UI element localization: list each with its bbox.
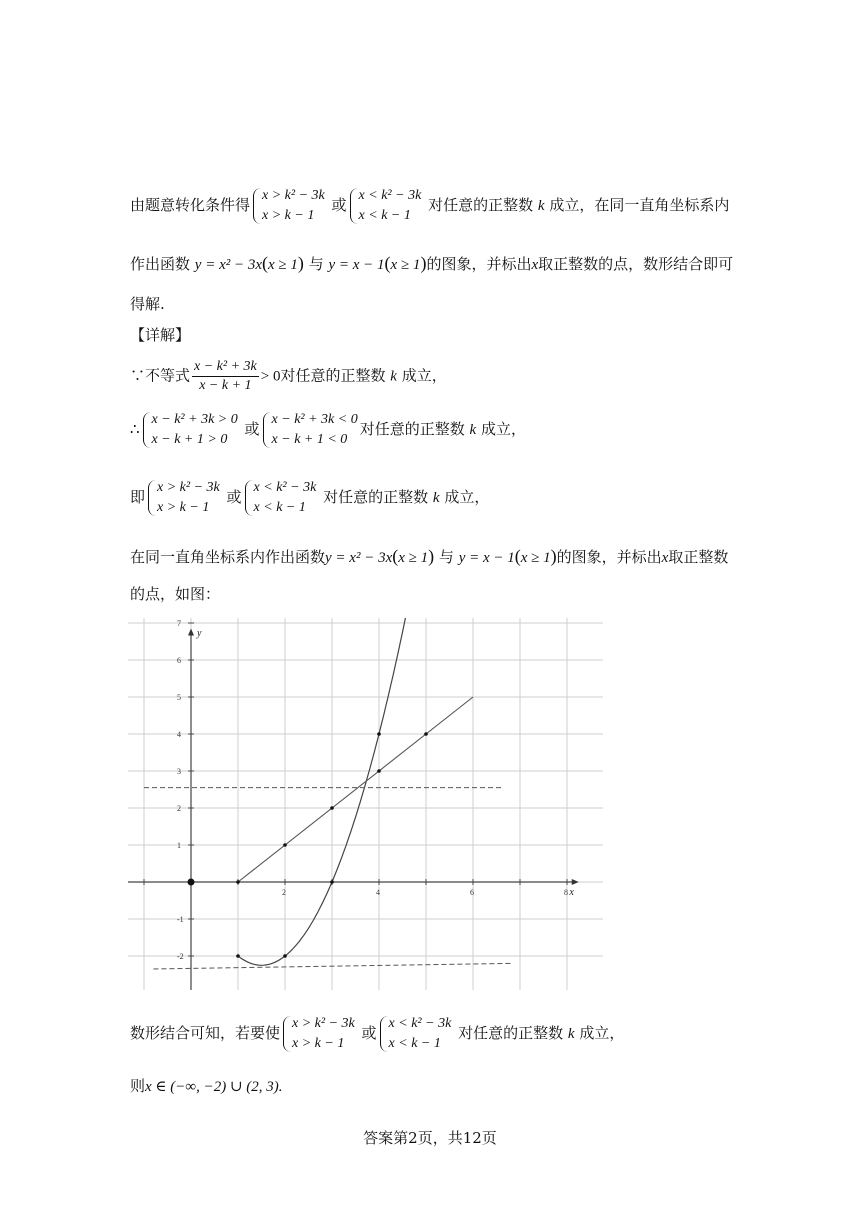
x-axis-arrow [572,879,579,885]
integer-point [377,732,381,736]
inequality-system: x − k² + 3k > 0 x − k + 1 > 0 [142,410,238,450]
integer-point [283,843,287,847]
y-tick-label: -2 [177,952,184,961]
text-line-1 [130,186,729,226]
x-tick-label: 4 [376,888,380,897]
math-var: k [537,198,545,214]
inequality-system: x < k² − 3k x < k − 1 [349,186,422,226]
inequality-system: x > k² − 3k x > k − 1 [252,186,325,226]
integer-point [330,806,334,810]
text-segment: 对任意的正整数 [428,196,534,214]
inequality-system: x > k² − 3k x > k − 1 [147,478,220,518]
text-line-6: ∴ x − k² + 3k > 0 x − k + 1 > 0 或 x − k² + 3k < 0 x − k + 1 < 0 对任意的正整数 k 成立， [130,410,526,450]
y-tick-label: 3 [177,767,181,776]
y-tick-label: 4 [177,730,181,739]
function-expression: y = x² − 3x [194,257,263,273]
linear-function-line [238,697,473,882]
text-line-2: 作出函数 y = x² − 3x(x ≥ 1) 与 y = x − 1(x ≥ 1)的图象，并标出x取正整数的点，数形结合即可 [130,253,734,273]
inequality-system: x < k² − 3k x < k − 1 [379,1014,452,1054]
x-axis-label: x [569,887,574,898]
y-tick-label: 2 [177,804,181,813]
x-tick-label: 2 [282,888,286,897]
inequality-system: x > k² − 3k x > k − 1 [282,1014,355,1054]
y-tick-label: 1 [177,841,181,850]
function-expression: y = x − 1 [328,257,385,273]
x-tick-label: 8 [564,888,568,897]
inequality-system: x < k² − 3k x < k − 1 [244,478,317,518]
integer-point [424,732,428,736]
y-tick-label: -1 [177,915,184,924]
text-segment: 或 [331,196,347,214]
parabola-curve [238,618,407,965]
fraction: $\frac{\text{x − k² + 3k}}{x - k + 1}$ [194,359,257,393]
text-segment: 成立，在同一直角坐标系内 [549,196,730,214]
text-line-3: 得解. [130,295,165,313]
origin-point [188,879,195,886]
text-line-7: 即 x > k² − 3k x > k − 1 或 x < k² − 3k x < k − 1 对任意的正整数 k 成立， [130,478,489,518]
answer-expression: x ∈ (−∞, −2) ∪ (2, 3). [145,1079,283,1095]
text-segment: 由题意转化条件得 [130,196,251,214]
integer-point [236,880,240,884]
integer-point [377,769,381,773]
answer-line: 则x ∈ (−∞, −2) ∪ (2, 3). [130,1077,283,1095]
y-axis-label: y [197,627,202,639]
text-line-9: 的点，如图： [130,585,221,603]
y-tick-label: 5 [177,693,181,702]
x-tick-label: 6 [470,888,474,897]
page-footer: 答案第2页，共12页 [363,1129,497,1147]
y-axis-arrow [188,629,194,636]
function-graph [128,618,603,990]
integer-point [330,880,334,884]
section-heading: 【详解】 [130,326,191,344]
integer-point [283,954,287,958]
y-tick-label: 6 [177,656,181,665]
text-line-10: 数形结合可知，若要使 x > k² − 3k x > k − 1 或 x < k² − 3k x < k − 1 对任意的正整数 k 成立， [130,1014,624,1054]
y-tick-label: 7 [177,619,181,628]
text-line-8: 在同一直角坐标系内作出函数y = x² − 3x(x ≥ 1) 与 y = x − 1(x ≥ 1)的图象，并标出x取正整数 [130,546,729,566]
inequality-system: x − k² + 3k < 0 x − k + 1 < 0 [262,410,358,450]
integer-point [236,954,240,958]
text-line-5: ∵不等式 $\frac{\text{x − k² + 3k}}{x - k + 1}$ > 0对任意的正整数 k 成立， [130,359,447,393]
